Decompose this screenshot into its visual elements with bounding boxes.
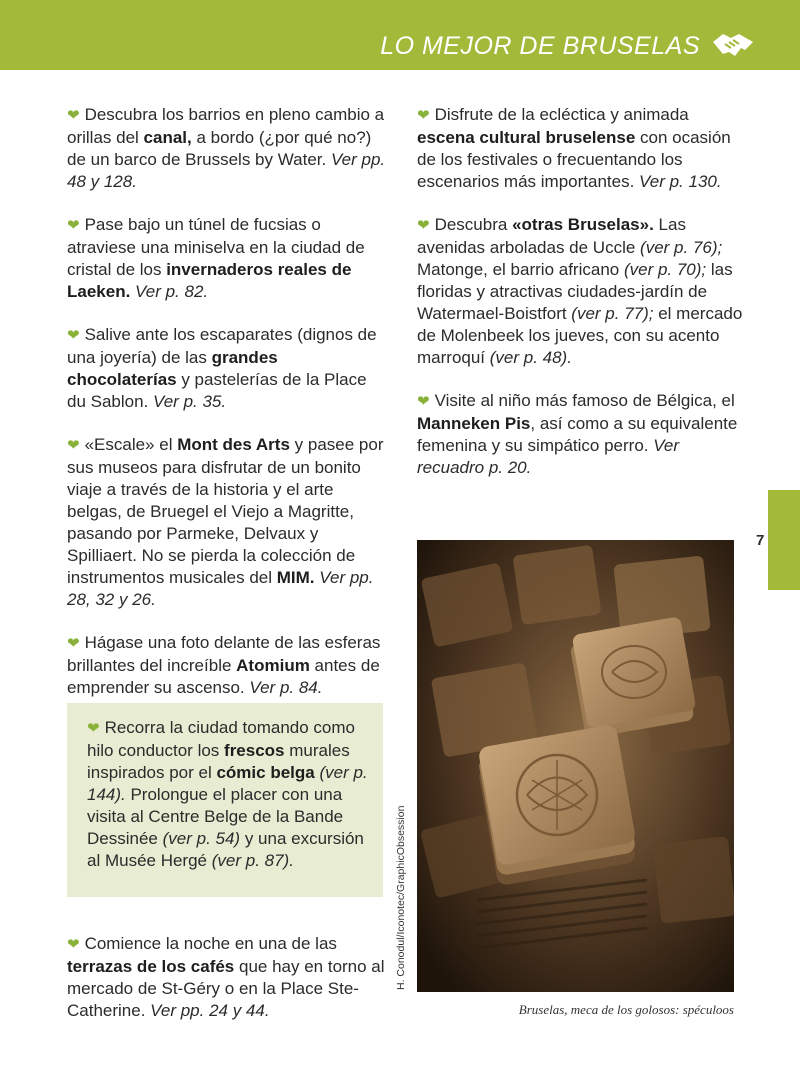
heart-icon: ❤ xyxy=(67,217,80,234)
photo-credit: H. Conodul/Iconotec/GraphicObsession xyxy=(395,805,407,990)
tip-terrazas: ❤ Comience la noche en una de las terrazas de los cafés que hay en torno al mercado de St-Géry o en la Place Ste-Catherine. Ver pp. 24 y 44. xyxy=(67,934,385,1020)
heart-icon: ❤ xyxy=(67,327,80,344)
tip-laeken: ❤ Pase bajo un túnel de fucsias o atraviese una miniselva en la ciudad de cristal de los invernaderos reales de Laeken. Ver p. 82. xyxy=(67,215,365,301)
comic-highlight-box xyxy=(67,703,383,897)
tip-cultural-scene: ❤ Disfrute de la ecléctica y animada escena cultural bruselense con ocasión de los festivales o frecuentando los escenarios más importantes. Ver p. 130. xyxy=(417,105,731,191)
header-title: LO MEJOR DE BRUSELAS xyxy=(380,32,700,60)
page-header xyxy=(0,0,800,70)
heart-icon: ❤ xyxy=(417,217,430,234)
right-column xyxy=(417,104,747,500)
tip-canal: ❤ Descubra los barrios en pleno cambio a orillas del canal, a bordo (¿por qué no?) de un barco de Brussels by Water. Ver pp. 48 y 128. xyxy=(67,105,386,191)
heart-icon: ❤ xyxy=(67,107,80,124)
heart-icon: ❤ xyxy=(67,437,80,454)
heart-icon: ❤ xyxy=(67,635,80,652)
tip-manneken-pis: ❤ Visite al niño más famoso de Bélgica, el Manneken Pis, así como a su equivalente femenina y su simpático perro. Ver recuadro p. 20. xyxy=(417,391,738,477)
photo-caption: Bruselas, meca de los golosos: spéculoos xyxy=(518,1002,734,1017)
page-number: 7 xyxy=(756,532,765,549)
heart-icon: ❤ xyxy=(67,936,80,953)
tip-chocolate: ❤ Salive ante los escaparates (dignos de una joyería) de las grandes chocolaterías y pastelerías de la Place du Sablon. Ver p. 35. xyxy=(67,325,377,411)
heart-icon: ❤ xyxy=(87,720,100,737)
heart-icon: ❤ xyxy=(417,107,430,124)
tip-mont-des-arts: ❤ «Escale» el Mont des Arts y pasee por sus museos para disfrutar de un bonito viaje a través de la historia y el arte belgas, de Bruegel el Viejo a Magritte, pasando por Parmeke, Delvaux y Spilliaert. No se pierda la colección de instrumentos musicales del MIM. Ver pp. 28, 32 y 26. xyxy=(67,435,384,609)
left-column xyxy=(67,104,387,720)
tip-atomium: ❤ Hágase una foto delante de las esferas brillantes del increíble Atomium antes de emprender su ascenso. Ver p. 84. xyxy=(67,633,381,697)
speculoos-photo xyxy=(417,540,734,992)
speculoos-image xyxy=(417,540,734,992)
heart-icon: ❤ xyxy=(417,393,430,410)
page-side-tab xyxy=(768,490,800,590)
tip-comic: ❤ Recorra la ciudad tomando como hilo conductor los frescos murales inspirados por el cómic belga (ver p. 144). Prolongue el placer con una visita al Centre Belge de la Bande Dessinée (ver p. 54) y una excursión al Musée Hergé (ver p. 87). xyxy=(87,718,368,870)
tip-other-brussels: ❤ Descubra «otras Bruselas». Las avenidas arboladas de Uccle (ver p. 76); Matonge, el barrio africano (ver p. 70); las floridas y atractivas ciudades-jardín de Watermael-Boistfort (ver p. 77); el mercado de Molenbeek los jueves, con su acento marroquí (ver p. 48). xyxy=(417,215,743,367)
handshake-icon xyxy=(711,28,755,64)
